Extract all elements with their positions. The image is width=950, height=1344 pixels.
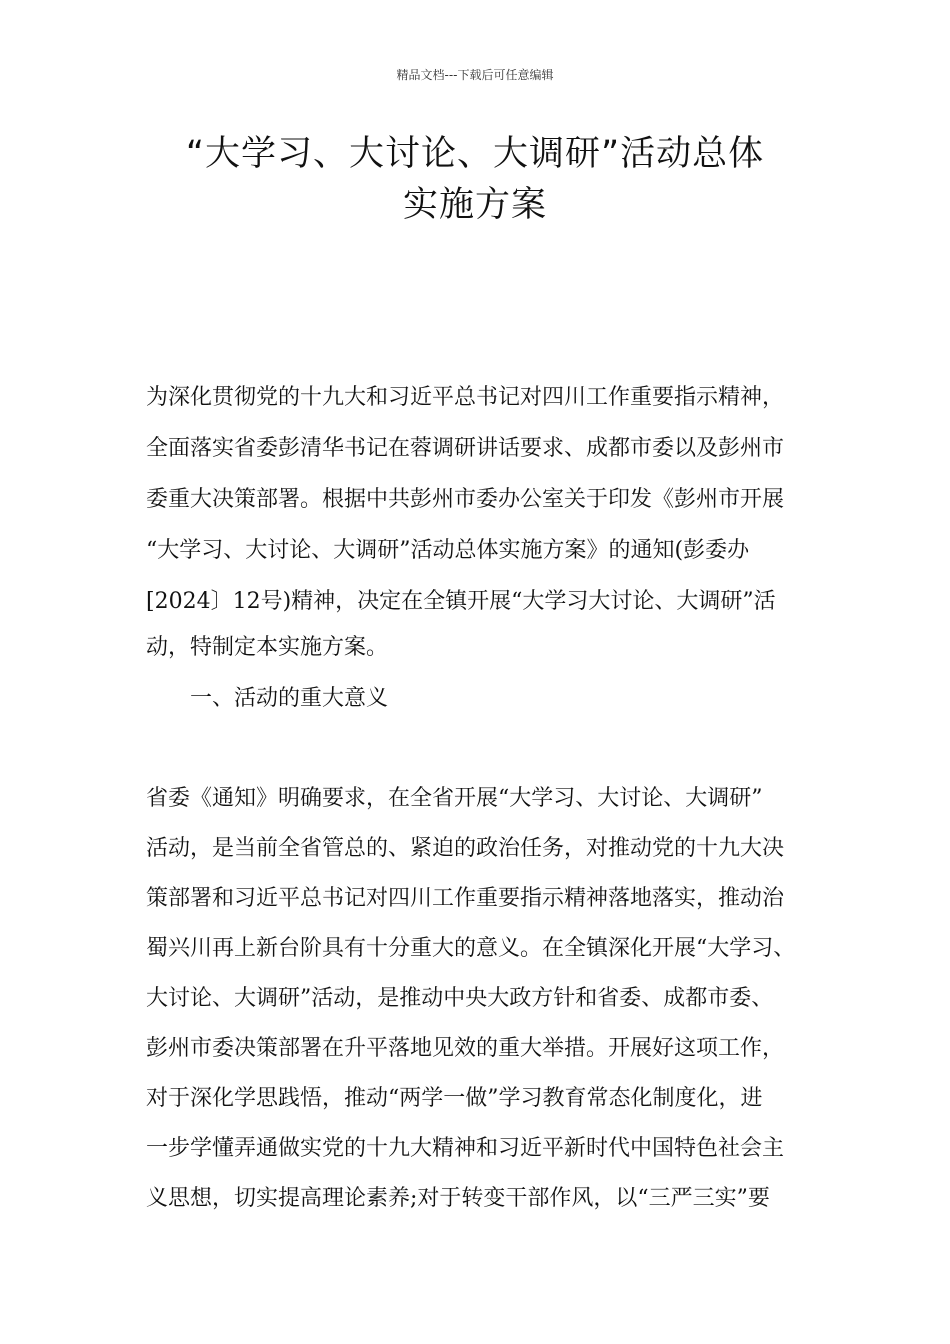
paragraph-2-line-1: 省委《通知》明确要求，在全省开展“大学习、大讨论、大调研”	[146, 786, 763, 811]
header-note: 精品文档---下载后可任意编辑	[396, 68, 554, 82]
paragraph-2-line-8: 一步学懂弄通做实党的十九大精神和习近平新时代中国特色社会主	[146, 1136, 785, 1161]
paragraph-2-line-2: 活动，是当前全省管总的、紧迫的政治任务，对推动党的十九大决	[146, 836, 785, 861]
paragraph-1-line-1: 为深化贯彻党的十九大和习近平总书记对四川工作重要指示精神，	[146, 385, 785, 410]
paragraph-1-line-3: 委重大决策部署。根据中共彭州市委办公室关于印发《彭州市开展	[146, 487, 785, 512]
paragraph-1-line-2: 全面落实省委彭清华书记在蓉调研讲话要求、成都市委以及彭州市	[146, 436, 785, 461]
paragraph-2-line-7: 对于深化学思践悟，推动“两学一做”学习教育常态化制度化，进	[146, 1086, 763, 1111]
section-heading: 一、活动的重大意义	[190, 686, 389, 711]
paragraph-2-line-4: 蜀兴川再上新台阶具有十分重大的意义。在全镇深化开展“大学习、	[146, 936, 796, 961]
paragraph-1-line-6: 动，特制定本实施方案。	[146, 635, 389, 660]
paragraph-1-line-4: “大学习、大讨论、大调研”活动总体实施方案》的通知(彭委办	[146, 538, 750, 563]
paragraph-2-line-9: 义思想，切实提高理论素养;对于转变干部作风，以“三严三实”要	[146, 1186, 770, 1211]
paragraph-2-line-5: 大讨论、大调研”活动，是推动中央大政方针和省委、成都市委、	[146, 986, 774, 1011]
paragraph-1-line-5: [2024〕12号)精神，决定在全镇开展“大学习大讨论、大调研”活	[146, 589, 776, 614]
paragraph-2-line-3: 策部署和习近平总书记对四川工作重要指示精神落地落实，推动治	[146, 886, 785, 911]
paragraph-2-line-6: 彭州市委决策部署在升平落地见效的重大举措。开展好这项工作，	[146, 1036, 785, 1061]
document-title-line-2: 实施方案	[402, 185, 547, 225]
document-title-line-1: “大学习、大讨论、大调研”活动总体	[185, 134, 765, 174]
